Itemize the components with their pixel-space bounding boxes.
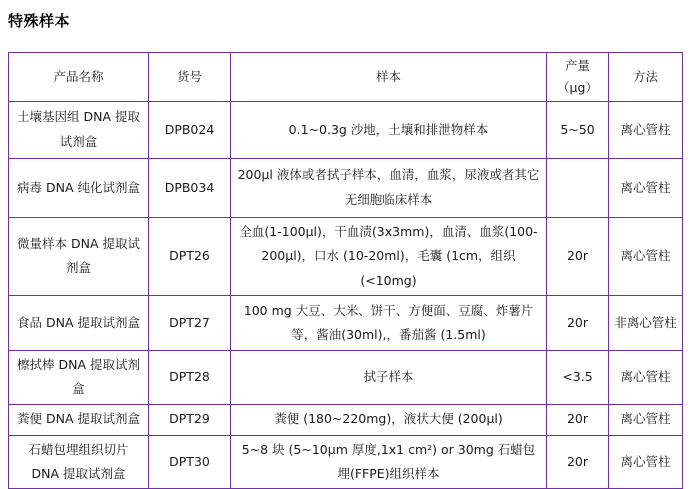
header-product-name: 产品名称 <box>9 53 149 102</box>
header-catalog-number: 货号 <box>149 53 231 102</box>
table-row <box>9 350 683 404</box>
cell-catalog-number: DPT26 <box>149 217 231 295</box>
cell-yield: 5~50 <box>547 101 609 158</box>
cell-product-name: 石蜡包埋组织切片 DNA 提取试剂盒 <box>9 435 149 489</box>
cell-method: 离心管柱 <box>609 435 683 489</box>
cell-catalog-number: DPT29 <box>149 404 231 435</box>
cell-method: 离心管柱 <box>609 350 683 404</box>
cell-sample: 粪便 (180~220mg)，液状大便 (200µl) <box>231 404 547 435</box>
cell-yield: <3.5 <box>547 350 609 404</box>
header-yield <box>547 53 609 102</box>
cell-sample: 200µl 液体或者拭子样本，血清，血浆，尿液或者其它无细胞临床样本 <box>231 158 547 217</box>
cell-catalog-number: DPT30 <box>149 435 231 489</box>
cell-catalog-number: DPB034 <box>149 158 231 217</box>
cell-sample: 5~8 块 (5~10µm 厚度,1x1 cm²) or 30mg 石蜡包埋(FFPE)组织样本 <box>231 435 547 489</box>
product-table <box>8 52 683 489</box>
header-yield-line2: （µg） <box>557 79 598 95</box>
cell-catalog-number: DPT28 <box>149 350 231 404</box>
table-row <box>9 435 683 489</box>
cell-product-name: 土壤基因组 DNA 提取试剂盒 <box>9 101 149 158</box>
cell-product-name: 病毒 DNA 纯化试剂盒 <box>9 158 149 217</box>
table-row <box>9 295 683 350</box>
page-title: 特殊样本 <box>8 12 71 30</box>
cell-product-name: 微量样本 DNA 提取试剂盒 <box>9 217 149 295</box>
cell-yield <box>547 158 609 217</box>
cell-yield: 20r <box>547 435 609 489</box>
cell-sample: 0.1~0.3g 沙地，土壤和排泄物样本 <box>231 101 547 158</box>
cell-sample: 100 mg 大豆、大米、饼干、方便面、豆腐、炸薯片等，酱油(30ml),，番茄酱 (1.5ml) <box>231 295 547 350</box>
cell-method: 非离心管柱 <box>609 295 683 350</box>
cell-product-name: 檫拭棒 DNA 提取试剂盒 <box>9 350 149 404</box>
cell-product-name: 食品 DNA 提取试剂盒 <box>9 295 149 350</box>
cell-product-name: 粪便 DNA 提取试剂盒 <box>9 404 149 435</box>
table-row <box>9 217 683 295</box>
table-row <box>9 158 683 217</box>
table-row <box>9 404 683 435</box>
cell-catalog-number: DPT27 <box>149 295 231 350</box>
table-row <box>9 101 683 158</box>
cell-method: 离心管柱 <box>609 158 683 217</box>
table-header-row <box>9 53 683 102</box>
cell-sample: 全血(1-100µl)，干血渍(3x3mm)，血清、血浆(100-200µl)，口水 (10-20ml)，毛囊 (1cm，组织(<10mg) <box>231 217 547 295</box>
cell-yield: 20r <box>547 295 609 350</box>
cell-yield: 20r <box>547 404 609 435</box>
cell-sample: 拭子样本 <box>231 350 547 404</box>
header-sample: 样本 <box>231 53 547 102</box>
cell-method: 离心管柱 <box>609 101 683 158</box>
header-method: 方法 <box>609 53 683 102</box>
cell-catalog-number: DPB024 <box>149 101 231 158</box>
header-yield-line1: 产量 <box>564 58 590 73</box>
cell-yield: 20r <box>547 217 609 295</box>
cell-method: 离心管柱 <box>609 217 683 295</box>
cell-method: 离心管柱 <box>609 404 683 435</box>
